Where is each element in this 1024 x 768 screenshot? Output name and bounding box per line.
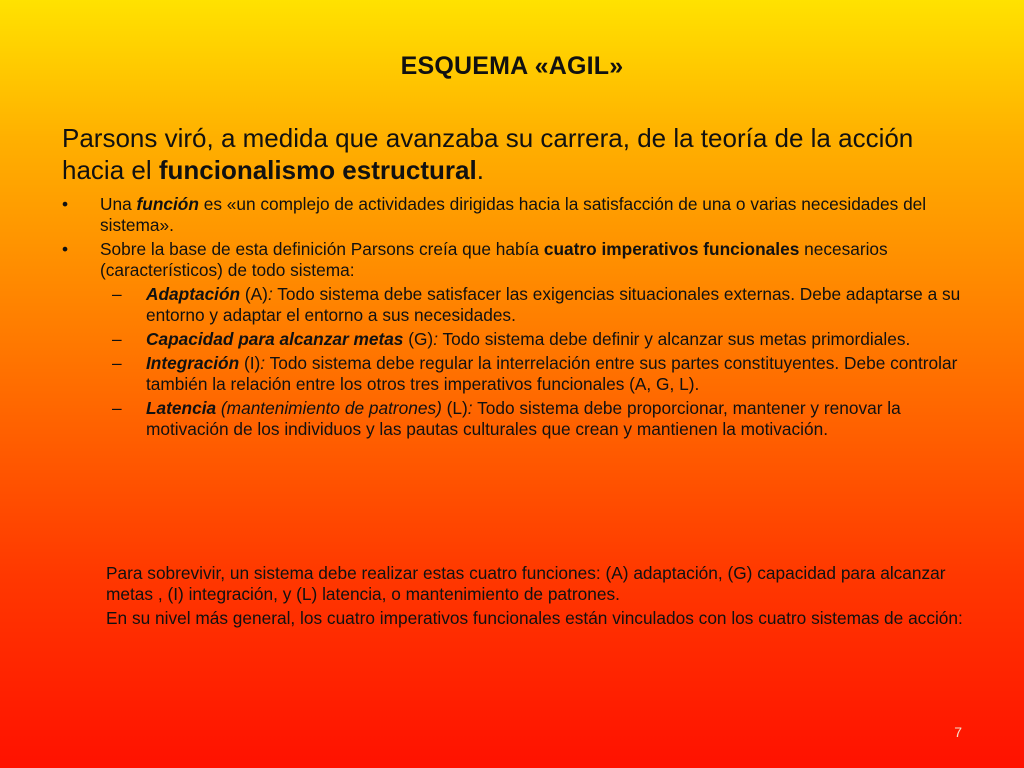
sub-item-code: (L) — [441, 398, 468, 418]
dash-marker: – — [112, 284, 122, 304]
closing-paragraphs — [106, 563, 966, 632]
sub-item-term: Integración — [146, 353, 240, 373]
sub-item-code: (A) — [240, 284, 268, 304]
sub-item-text: Todo sistema debe satisfacer las exigencias situacionales externas. Debe adaptarse a su entorno y adaptar el entorno a sus necesidades. — [146, 284, 961, 325]
sub-item-text: Todo sistema debe definir y alcanzar sus metas primordiales. — [438, 329, 911, 349]
sub-item-term-extra: (mantenimiento de patrones) — [216, 398, 442, 418]
bullet-item-imperativos — [62, 239, 962, 281]
sub-item-term: Latencia — [146, 398, 217, 418]
bullet-text: necesarios (característicos) de todo sistema: — [100, 239, 888, 280]
bullet-marker: • — [62, 194, 69, 214]
intro-bold-term: funcionalismo estructural — [158, 155, 477, 185]
sub-item-term: Adaptación — [146, 284, 241, 304]
sub-item-colon: : — [267, 284, 273, 304]
sub-item-text: Todo sistema debe proporcionar, mantener y renovar la motivación de los individuos y las pautas culturales que crean y mantienen la motivación. — [146, 398, 901, 439]
bullet-bold-term: cuatro imperativos funcionales — [543, 239, 800, 259]
bullet-item-funcion — [62, 194, 962, 236]
sub-item-adaptacion — [62, 284, 962, 326]
sub-item-metas — [62, 329, 962, 350]
closing-paragraph: Para sobrevivir, un sistema debe realizar estas cuatro funciones: (A) adaptación, (G) capacidad para alcanzar metas , (I) integración, y (L) latencia, o mantenimiento de patrones. — [106, 563, 946, 604]
bullet-text: es «un complejo de actividades dirigidas hacia la satisfacción de una o varias necesidades del sistema». — [100, 194, 927, 235]
sub-item-text: Todo sistema debe regular la interrelación entre sus partes constituyentes. Debe controlar también la relación entre los otros tres imperativos funcionales (A, G, L). — [146, 353, 958, 394]
sub-item-latencia — [62, 398, 962, 440]
bullet-text: Sobre la base de esta definición Parsons creía que había — [100, 239, 544, 259]
bullet-emphasis: función — [136, 194, 199, 214]
bullet-list — [62, 194, 962, 443]
sub-list — [62, 284, 962, 440]
page-number: 7 — [954, 724, 962, 740]
sub-item-colon: : — [260, 353, 266, 373]
slide-title: ESQUEMA «AGIL» — [400, 52, 624, 80]
sub-item-colon: : — [433, 329, 438, 349]
dash-marker: – — [112, 398, 122, 418]
intro-paragraph — [62, 122, 982, 186]
sub-item-term: Capacidad para alcanzar metas — [146, 329, 404, 349]
dash-marker: – — [112, 353, 122, 373]
dash-marker: – — [112, 329, 122, 349]
intro-text: Parsons viró, a medida que avanzaba su carrera, de la teoría de la acción hacia el — [62, 123, 914, 185]
sub-item-colon: : — [467, 398, 473, 418]
closing-paragraph: En su nivel más general, los cuatro imperativos funcionales están vinculados con los cuatro sistemas de acción: — [106, 608, 963, 628]
sub-item-code: (G) — [403, 329, 434, 349]
intro-end: . — [476, 155, 484, 185]
sub-item-integracion — [62, 353, 962, 395]
sub-item-code: (I) — [239, 353, 261, 373]
bullet-text: Una — [100, 194, 137, 214]
bullet-marker: • — [62, 239, 69, 259]
